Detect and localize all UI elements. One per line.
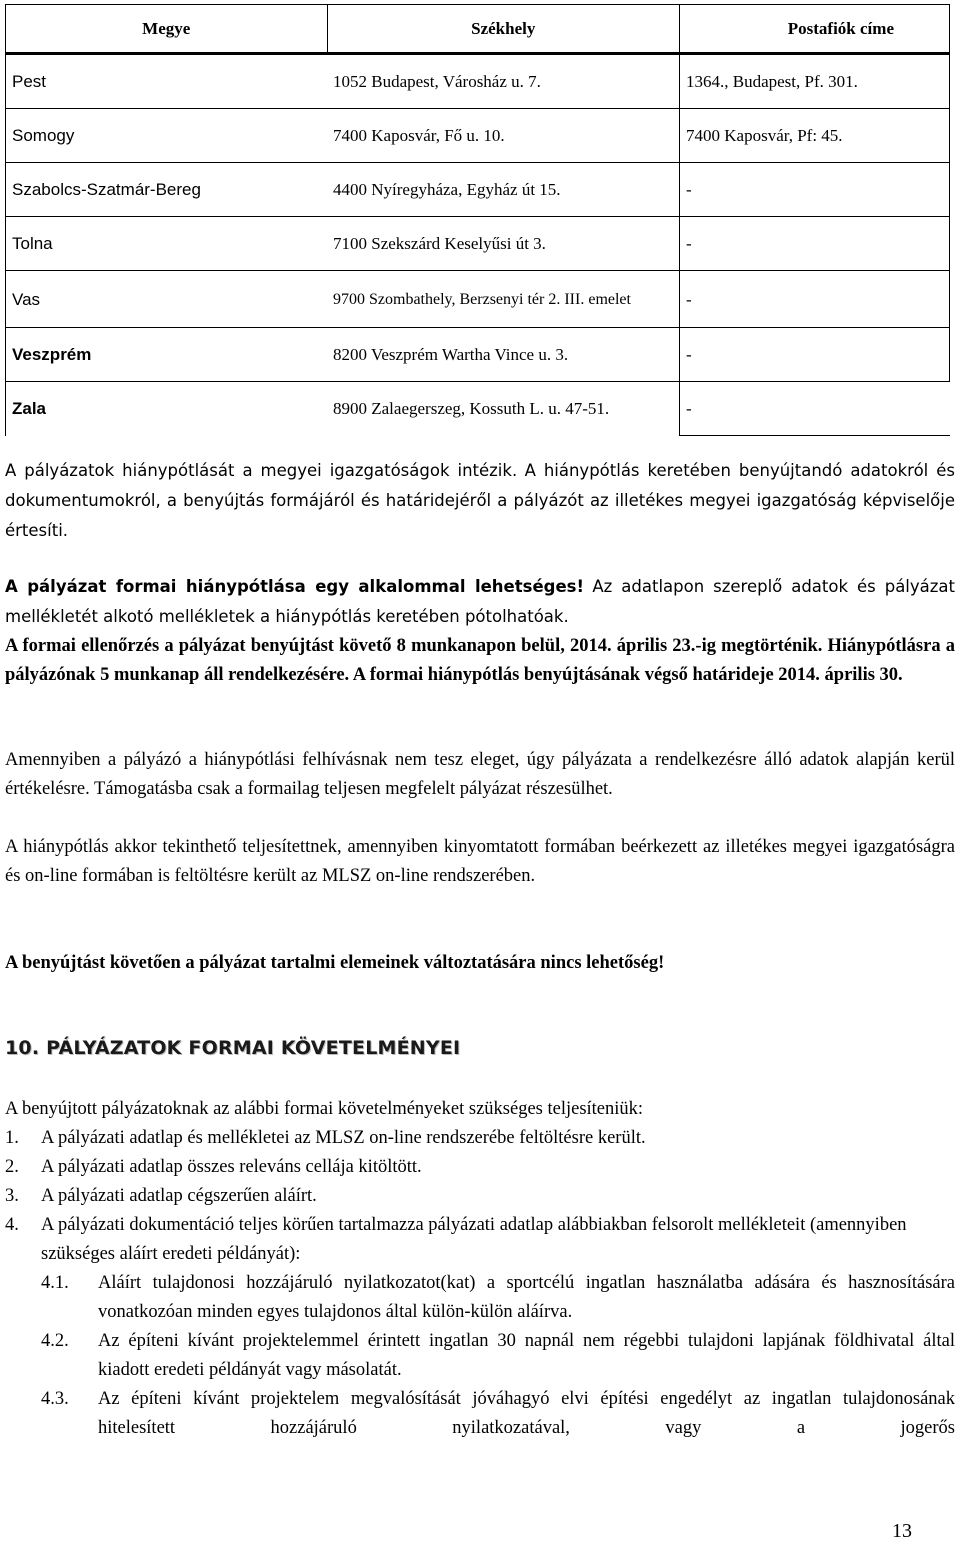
replaceable-attachments: Az adatlapon szereplő adatok és pályázat mellékletét alkotó mellékletek a hiánypótlás keretében pótolhatóak. [5,577,956,626]
po-cell: - [680,271,950,328]
paragraph-no-changes: A benyújtást követően a pályázat tartalmi elemeinek változtatására nincs lehetőség! [5,953,665,973]
table-row [6,271,950,328]
item-number: 3. [5,1186,19,1206]
county-cell: Tolna [6,217,328,271]
paragraph-completion: A hiánypótlás akkor tekinthető teljesítettnek, amennyiben kinyomtatott formában beérkezett az illetékes megyei igazgatóságra és on-line formában is feltöltésre került az MLSZ on-line rendszerében. [5,837,955,886]
sub-list-item [5,1327,955,1385]
table-header-row [6,5,950,54]
table-row [6,382,950,436]
sub-item-number: 4.2. [41,1331,69,1351]
requirements-list [5,1095,955,1443]
header-po-box: Postafiók címe [680,5,950,54]
item-text: A pályázati dokumentáció teljes körűen tartalmazza pályázati adatlap alábbiakban felsorolt mellékleteit (amennyiben szükséges aláírt eredeti példányát): [41,1215,907,1264]
seat-cell: 1052 Budapest, Városház u. 7. [327,54,680,109]
sub-item-number: 4.3. [41,1389,69,1409]
item-text: A pályázati adatlap összes releváns cellája kitöltött. [41,1157,422,1177]
table-row [6,54,950,109]
page-number: 13 [892,1520,912,1542]
po-cell: - [680,328,950,382]
item-number: 1. [5,1128,19,1148]
list-item [5,1211,955,1269]
seat-cell: 7100 Szekszárd Keselyűsi út 3. [327,217,680,271]
paragraph-deficiency-handling [5,456,955,546]
header-county: Megye [6,5,328,54]
county-cell: Somogy [6,109,328,163]
item-number: 4. [5,1215,19,1235]
sub-item-text: Az építeni kívánt projektelemmel érintett ingatlan 30 napnál nem régebbi tulajdoni lapjának földhivatal által kiadott eredeti példányát vagy másolatát. [98,1331,955,1380]
table-row [6,163,950,217]
section-title: 10. PÁLYÁZATOK FORMAI KÖVETELMÉNYEI [5,1037,461,1059]
deficiency-details: A hiánypótlás keretében benyújtandó adatokról és dokumentumokról, a benyújtás formájáról és határidejéről a pályázót az illetékes megyei igazgatóság képviselője értesíti. [5,461,955,540]
paragraph-formal-deficiency [5,572,955,690]
po-cell: 7400 Kaposvár, Pf: 45. [680,109,950,163]
sub-list-item [5,1385,955,1443]
item-text: A pályázati adatlap cégszerűen aláírt. [41,1186,317,1206]
county-cell: Pest [6,54,328,109]
once-only-notice: A pályázat formai hiánypótlása egy alkalommal lehetséges! [5,577,584,596]
paragraph-noncompliance: Amennyiben a pályázó a hiánypótlási felhívásnak nem tesz eleget, úgy pályázata a rendelkezésre álló adatok alapján kerül értékelésre. Támogatásba csak a formailag teljesen megfelelt pályázat részesülhet. [5,750,955,799]
seat-cell: 8900 Zalaegerszeg, Kossuth L. u. 47-51. [327,382,680,436]
seat-cell: 4400 Nyíregyháza, Egyház út 15. [327,163,680,217]
sub-item-text: Az építeni kívánt projektelem megvalósítását jóváhagyó elvi építési engedélyt az ingatlan tulajdonosának hitelesített hozzájáruló nyilatkozatával, vagy a jogerős [98,1389,955,1438]
county-cell: Vas [6,271,328,328]
po-cell: - [680,382,950,436]
item-number: 2. [5,1157,19,1177]
po-cell: 1364., Budapest, Pf. 301. [680,54,950,109]
county-offices-table [5,4,950,436]
table-row [6,109,950,163]
table-row [6,328,950,382]
list-item [5,1153,955,1182]
list-item [5,1124,955,1153]
sub-item-text: Aláírt tulajdonosi hozzájáruló nyilatkozatot(kat) a sportcélú ingatlan használatba adására és hasznosítására vonatkozóan minden egyes tulajdonos által külön-külön aláírva. [98,1273,955,1322]
county-cell: Veszprém [6,328,328,382]
seat-cell: 8200 Veszprém Wartha Vince u. 3. [327,328,680,382]
sub-item-number: 4.1. [41,1273,69,1293]
deficiency-intro: A pályázatok hiánypótlását a megyei igazgatóságok intézik. [5,461,518,480]
county-cell: Szabolcs-Szatmár-Bereg [6,163,328,217]
po-cell: - [680,163,950,217]
deadline-notice: A formai ellenőrzés a pályázat benyújtást követő 8 munkanapon belül, 2014. április 23.-ig megtörténik. Hiánypótlásra a pályázónak 5 munkanap áll rendelkezésére. A formai hiánypótlás benyújtásának végső határideje 2014. április 30. [5,636,955,685]
county-cell: Zala [6,382,328,436]
item-text: A pályázati adatlap és mellékletei az MLSZ on-line rendszerébe feltöltésre került. [41,1128,646,1148]
seat-cell: 7400 Kaposvár, Fő u. 10. [327,109,680,163]
list-item [5,1182,955,1211]
header-seat: Székhely [327,5,680,54]
seat-cell: 9700 Szombathely, Berzsenyi tér 2. III. emelet [327,271,680,328]
table-row [6,217,950,271]
po-cell: - [680,217,950,271]
sub-list-item [5,1269,955,1327]
requirements-intro: A benyújtott pályázatoknak az alábbi formai követelményeket szükséges teljesíteniük: [5,1099,644,1119]
